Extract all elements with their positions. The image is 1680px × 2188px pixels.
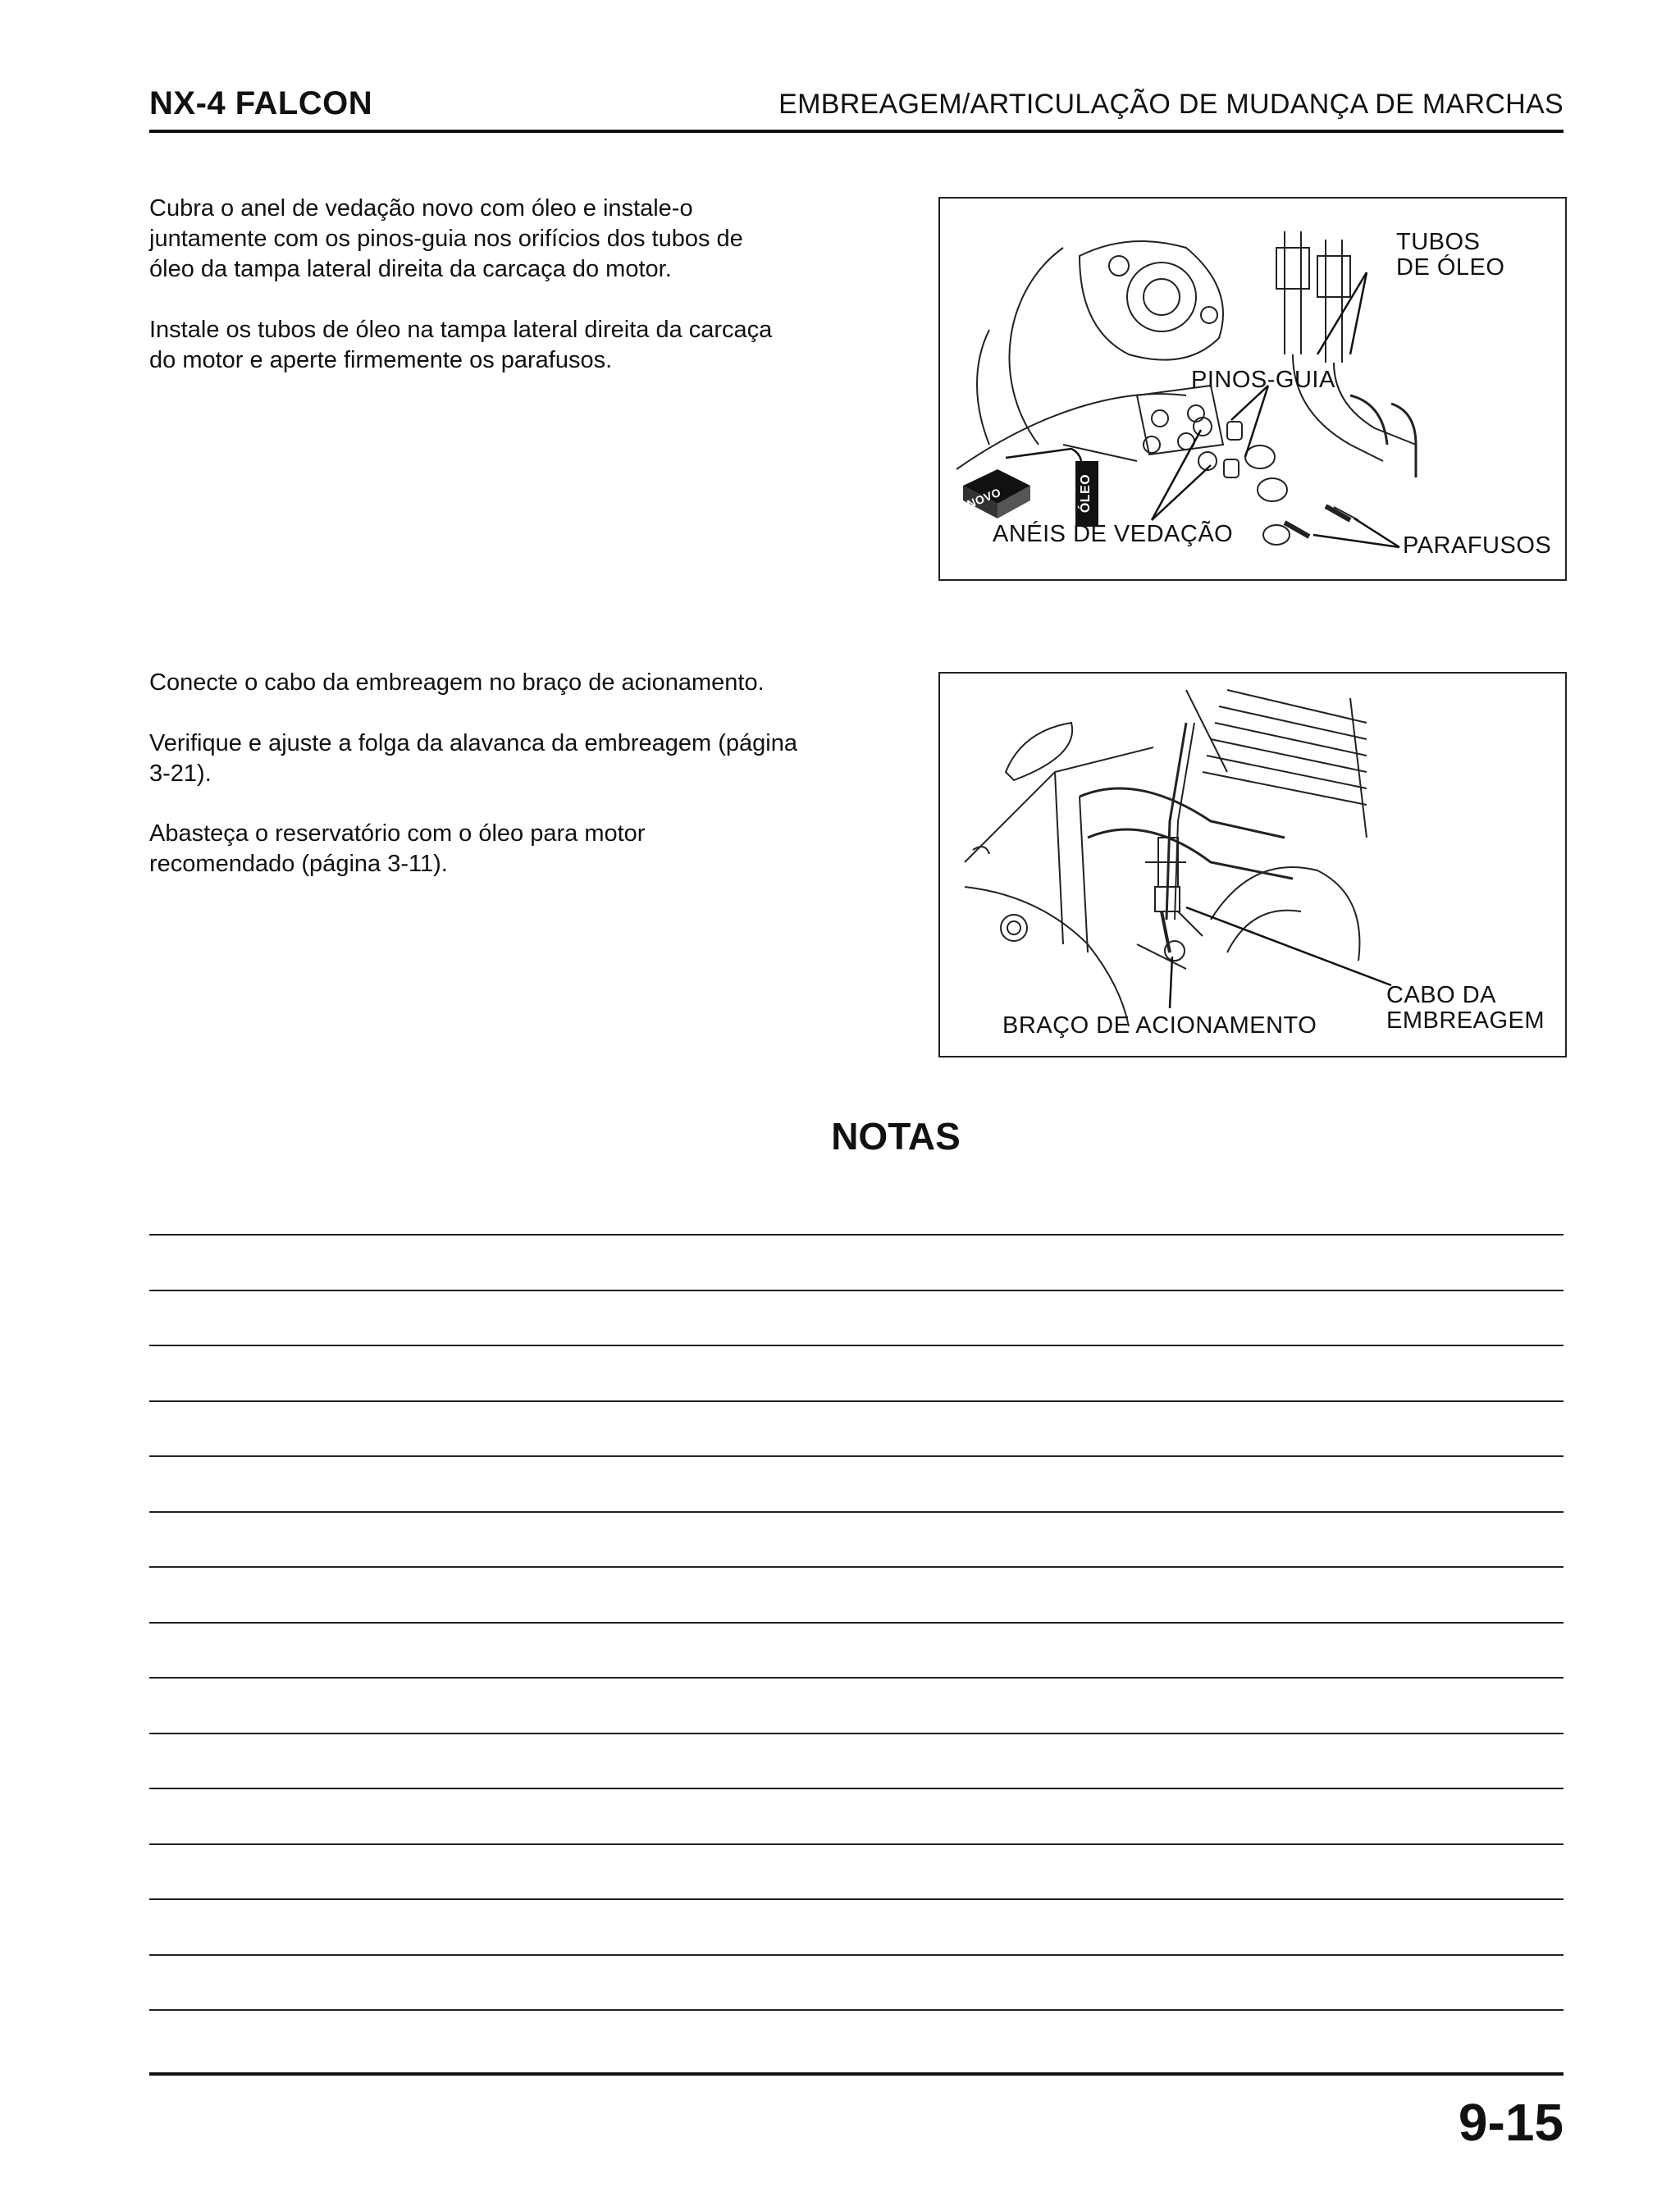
instruction-lever-freeplay: Verifique e ajuste a folga da alavanca da embreagem (página 3-21). <box>149 730 797 787</box>
note-line <box>149 1788 1564 1789</box>
note-line <box>149 1345 1564 1346</box>
figure-clutch-cable <box>938 672 1567 1057</box>
note-line <box>149 1290 1564 1291</box>
label-orings: ANÉIS DE VEDAÇÃO <box>993 521 1234 547</box>
note-line <box>149 1898 1564 1900</box>
note-line <box>149 2009 1564 2011</box>
note-line <box>149 1511 1564 1513</box>
note-line <box>149 1954 1564 1956</box>
label-actuating-arm: BRAÇO DE ACIONAMENTO <box>1002 1012 1317 1039</box>
figure-oil-tubes <box>938 197 1567 581</box>
label-clutch-cable: CABO DA EMBREAGEM <box>1386 982 1545 1034</box>
instruction-oil-tubes: Instale os tubos de óleo na tampa lateral direita da carcaça do motor e aperte firmemente os parafusos. <box>149 317 773 373</box>
oil-symbol: ÓLEO <box>1079 473 1093 514</box>
model-name: NX-4 FALCON <box>149 85 373 121</box>
header-rule <box>149 130 1564 133</box>
note-line <box>149 1733 1564 1734</box>
instruction-oring: Cubra o anel de vedação novo com óleo e instale-o juntamente com os pinos-guia nos orifícios dos tubos de óleo da tampa lateral direita da carcaça do motor. <box>149 195 743 282</box>
note-line <box>149 1400 1564 1402</box>
instruction-clutch-cable: Conecte o cabo da embreagem no braço de acionamento. <box>149 669 765 696</box>
note-line <box>149 1566 1564 1568</box>
note-line <box>149 1234 1564 1236</box>
note-line <box>149 1622 1564 1624</box>
footer-rule <box>149 2072 1564 2076</box>
page-number: 9-15 <box>1458 2093 1564 2152</box>
new-part-symbol: NOVO <box>965 485 1003 511</box>
label-bolts: PARAFUSOS <box>1403 532 1552 559</box>
note-line <box>149 1843 1564 1845</box>
note-line <box>149 1455 1564 1457</box>
note-line <box>149 1677 1564 1679</box>
instruction-fill-oil: Abasteça o reservatório com o óleo para motor recomendado (página 3-11). <box>149 820 646 877</box>
label-oil-tubes: TUBOS DE ÓLEO <box>1396 229 1505 281</box>
section-title: EMBREAGEM/ARTICULAÇÃO DE MUDANÇA DE MARCHAS <box>778 89 1564 120</box>
notes-title: NOTAS <box>831 1115 961 1158</box>
label-dowel-pins: PINOS-GUIA <box>1191 367 1335 393</box>
